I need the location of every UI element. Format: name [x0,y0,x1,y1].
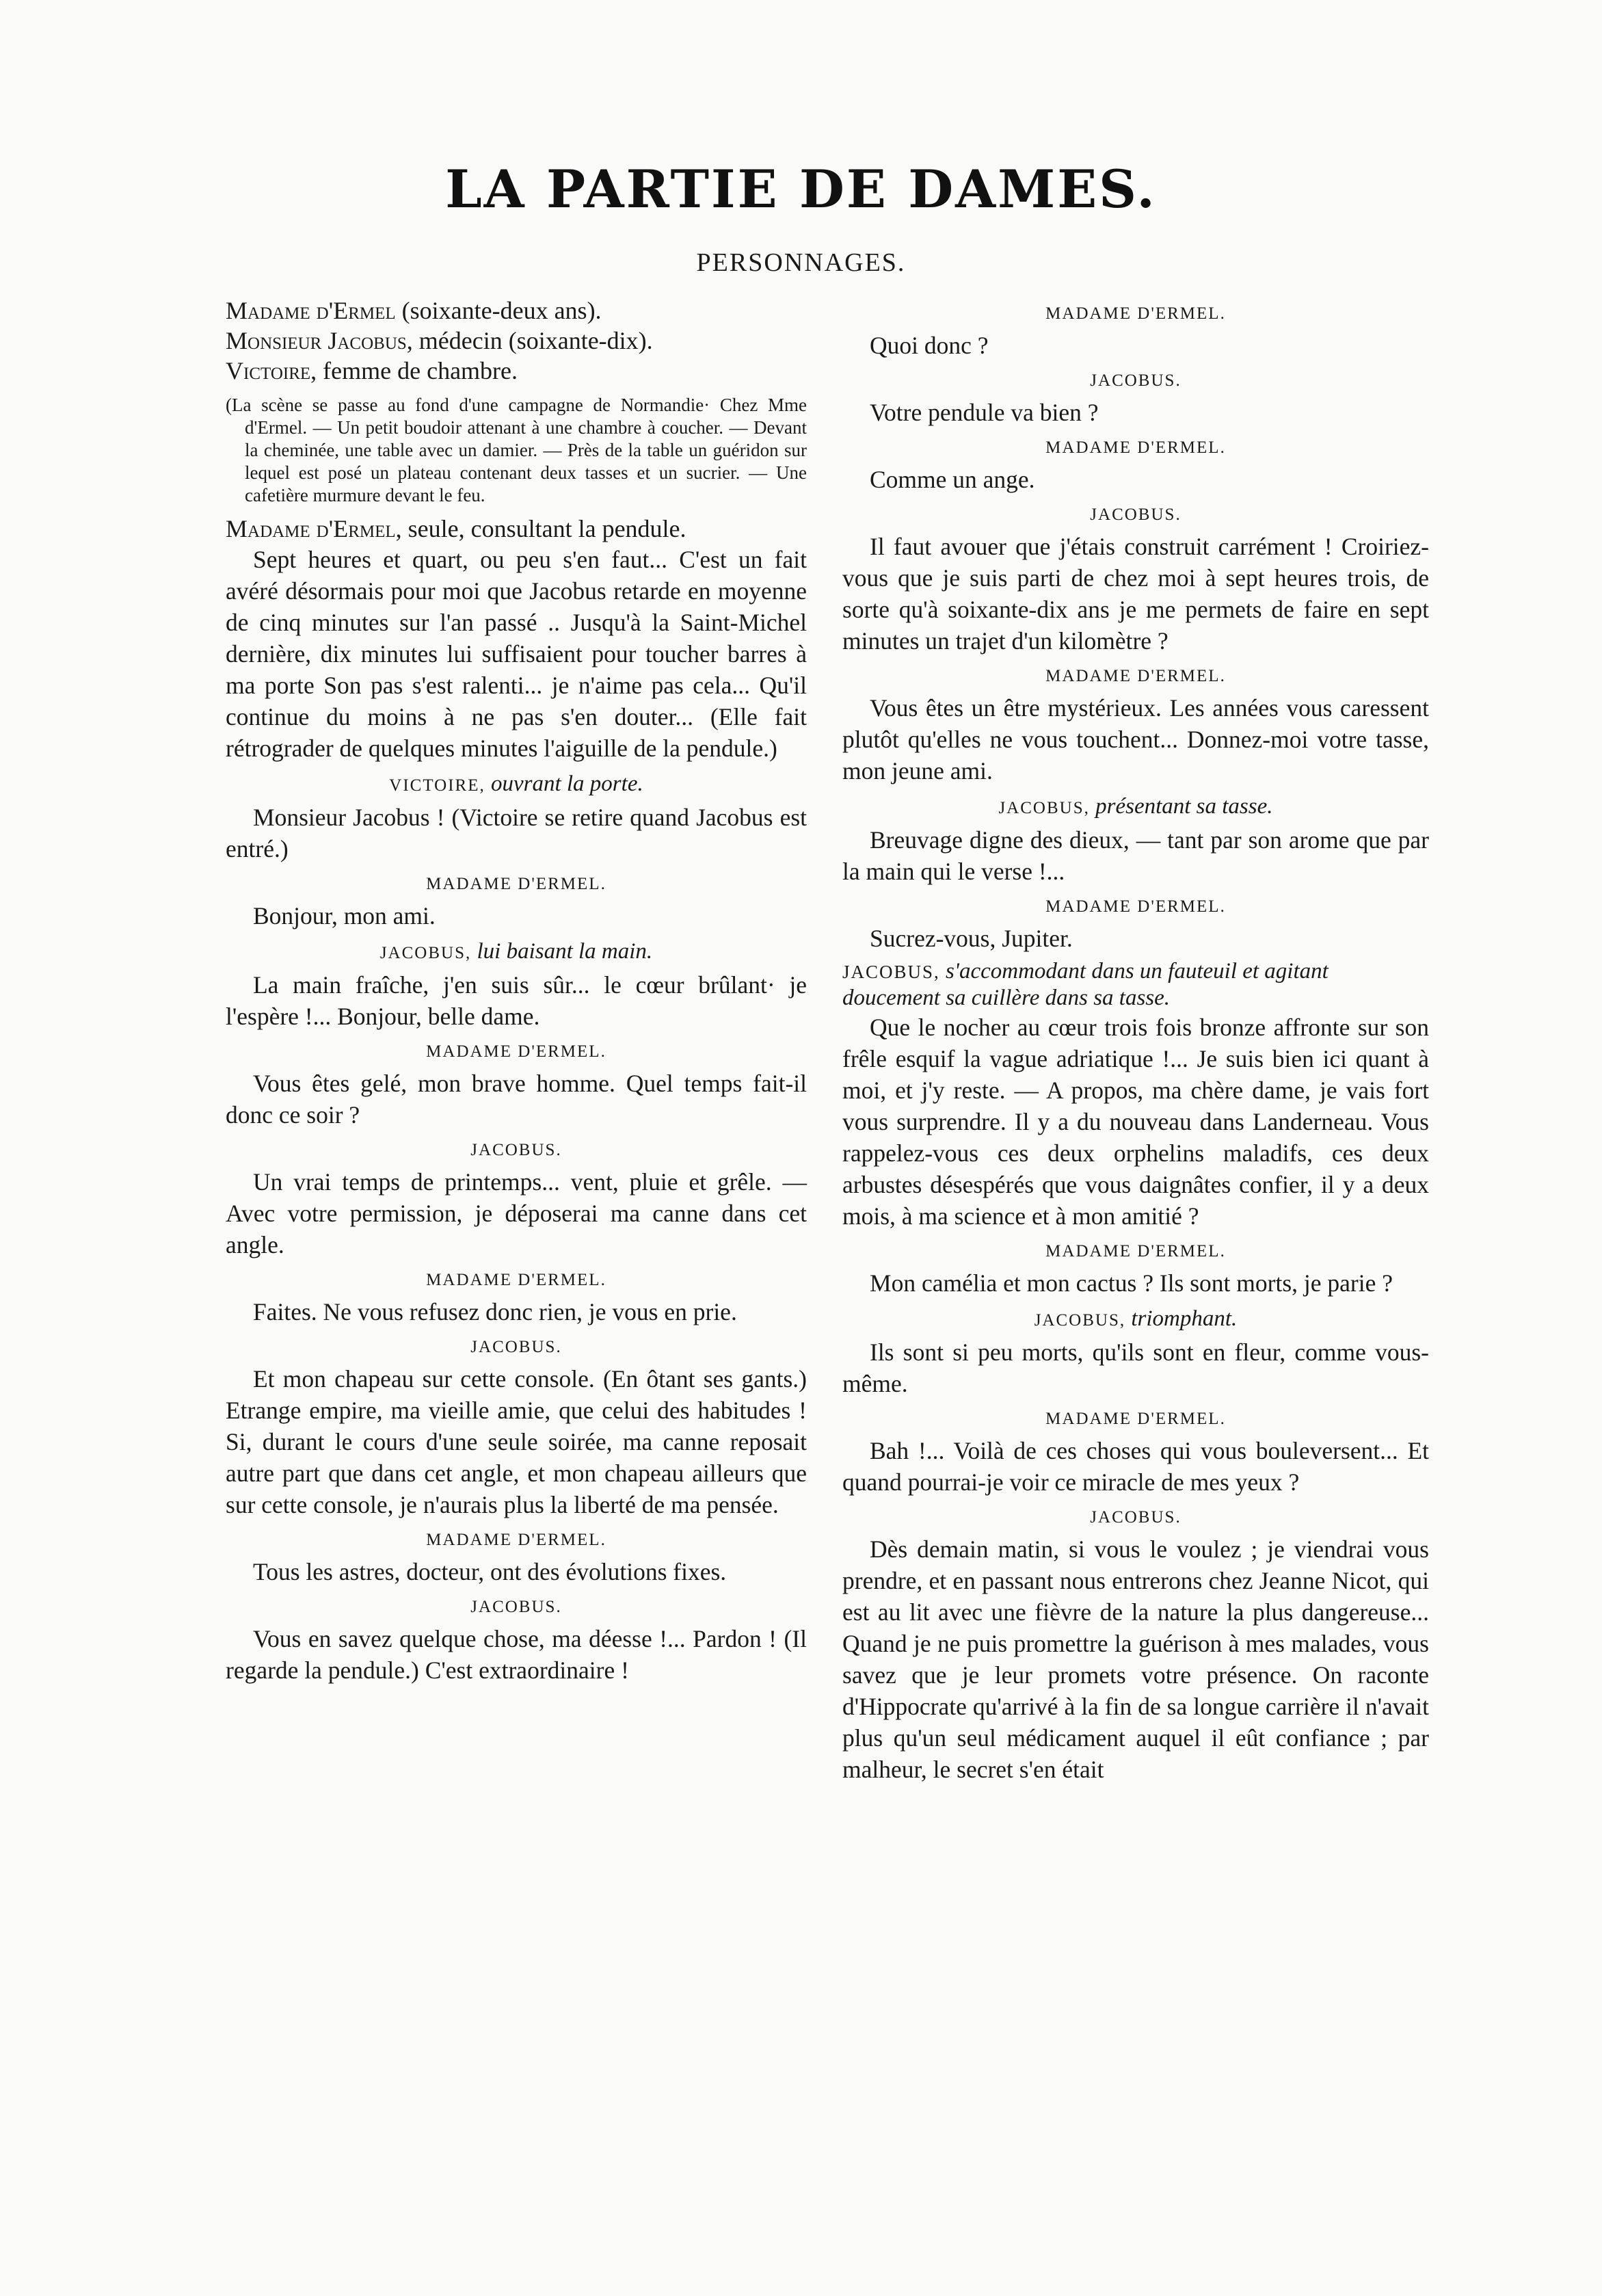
speaker-heading [842,894,1429,920]
speaker-name: JACOBUS. [470,1598,562,1616]
dialogue-line: Quoi donc ? [870,332,989,359]
dialogue-line: Sucrez-vous, Jupiter. [870,925,1073,952]
speaker-name: MADAME D'ERMEL. [1045,897,1226,916]
stage-direction: triomphant. [1125,1306,1238,1331]
dialogue-line: Bah !... Voilà de ces choses qui vous bouleversent... Et quand pourrai-je voir ce miracle de mes yeux ? [842,1437,1429,1496]
dialogue-line: Vous êtes un être mystérieux. Les années vous caressent plutôt qu'elles ne vous touchent... Donnez-moi votre tasse, mon jeune ami. [842,694,1429,784]
stage-setting: (La scène se passe au fond d'une campagne de Normandie· Chez Mme d'Ermel. — Un petit boudoir attenant à une chambre à coucher. — Devant la cheminée, une table avec un damier. — Près de la table un guéridon sur lequel est posé un plateau contenant deux tasses et un sucrier. — Une cafetière murmure devant le feu. [226,395,807,505]
cast-item [226,295,807,326]
speaker-heading [842,958,1429,1012]
speaker-heading [226,1527,807,1553]
stage-direction: ouvrant la porte. [485,771,643,796]
speaker-heading [842,301,1429,327]
speaker-heading [226,1039,807,1065]
cast-name: Monsieur Jacobus [226,327,407,354]
speaker-heading [226,938,807,966]
dialogue-line: Tous les astres, docteur, ont des évolutions fixes. [253,1558,727,1585]
dialogue-line: Bonjour, mon ami. [253,902,436,929]
left-column [226,295,807,1686]
dialogue-line: Sept heures et quart, ou peu s'en faut... C'est un fait avéré désormais pour moi que Jacobus retarde en moyenne de cinq minutes sur l'an passé .. Jusqu'à la Saint-Michel dernière, dix minutes lui suffisaient pour toucher barres à ma porte Son pas s'est ralenti... je n'aime pas cela... Qu'il continue du moins à ne pas s'en douter... (Elle fait rétrograder de quelques minutes l'aiguille de la pendule.) [226,546,807,762]
speaker-name: MADAME D'ERMEL. [1045,1410,1226,1428]
page-title: LA PARTIE DE DAMES. [445,159,1157,220]
speaker-heading [226,1267,807,1293]
cast-list [226,295,807,386]
speaker-name: MADAME D'ERMEL. [426,1042,606,1061]
dialogue-line: Et mon chapeau sur cette console. (En ôtant ses gants.) Etrange empire, ma vieille amie, que celui des habitudes ! Si, durant le cours d'une seule soirée, ma canne reposait autre part que dans cet angle, et mon chapeau ailleurs que sur cette console, je n'aurais plus la liberté de ma pensée. [226,1365,807,1518]
speaker-heading [226,771,807,799]
speaker-name: MADAME D'ERMEL. [1045,438,1226,457]
speaker-heading [842,502,1429,528]
speaker-name: JACOBUS, [842,962,940,982]
cast-name: Victoire [226,357,311,384]
speaker-name: MADAME D'ERMEL. [1045,304,1226,323]
speaker-name: Madame d'Ermel [226,515,396,542]
stage-direction: présentant sa tasse. [1089,794,1273,819]
stage-direction: lui baisant la main. [471,939,653,964]
dialogue-right [842,301,1429,1785]
speaker-name: MADAME D'ERMEL. [1045,1242,1226,1261]
speaker-heading [842,435,1429,461]
cast-desc: (soixante-deux ans). [395,297,602,324]
speaker-name: JACOBUS. [1090,371,1182,390]
dialogue-left [226,544,807,1686]
cast-desc: , médecin (soixante-dix). [406,327,653,354]
cast-item [226,326,807,356]
dialogue-line: La main fraîche, j'en suis sûr... le cœur brûlant· je l'espère !... Bonjour, belle dame. [226,971,807,1030]
speaker-heading [842,1505,1429,1531]
speaker-heading [842,793,1429,821]
dialogue-line: Monsieur Jacobus ! (Victoire se retire quand Jacobus est entré.) [226,804,807,862]
speaker-name: MADAME D'ERMEL. [426,875,606,893]
speaker-name: MADAME D'ERMEL. [1045,667,1226,685]
speaker-heading [842,663,1429,689]
speaker-name: VICTOIRE, [389,776,485,795]
speaker-heading [842,368,1429,394]
dialogue-line: Votre pendule va bien ? [870,399,1099,426]
right-column [842,294,1429,1785]
dialogue-line: Il faut avouer que j'étais construit carrément ! Croiriez-vous que je suis parti de chez moi à sept heures trois, de sorte qu'à soixante-dix ans je me permets de faire en sept minutes un trajet d'un kilomètre ? [842,533,1429,655]
speaker-heading [842,1239,1429,1265]
speaker-name: JACOBUS. [1090,1508,1182,1527]
dialogue-line: Dès demain matin, si vous le voulez ; je viendrai vous prendre, et en passant nous entrerons chez Jeanne Nicot, qui est au lit avec une fièvre de la nature la plus dangereuse... Quand je ne puis promettre la guérison à mes malades, vous savez que je leur promets votre présence. On raconte d'Hippocrate qu'arrivé à la fin de sa longue carrière il n'avait plus qu'un seul médicament auquel il eût confiance ; par malheur, le secret s'en était [842,1535,1429,1783]
dialogue-line: Un vrai temps de printemps... vent, pluie et grêle. — Avec votre permission, je déposerai ma canne dans cet angle. [226,1168,807,1258]
speaker-name: MADAME D'ERMEL. [426,1271,606,1289]
dialogue-line: Vous êtes gelé, mon brave homme. Quel temps fait-il donc ce soir ? [226,1070,807,1129]
dialogue-line: Breuvage digne des dieux, — tant par son arome que par la main qui le verse !... [842,826,1429,885]
cast-desc: , femme de chambre. [310,357,518,384]
direction: , seule, consultant la pendule. [395,515,686,542]
speaker-heading [226,871,807,897]
speaker-name: MADAME D'ERMEL. [426,1531,606,1549]
speaker-name: JACOBUS. [470,1338,562,1356]
speaker-heading [842,1306,1429,1334]
cast-name: Madame d'Ermel [226,297,396,324]
speaker-heading [226,1594,807,1620]
speaker-heading [226,1137,807,1163]
speaker-name: JACOBUS, [998,799,1090,817]
dialogue-line: Faites. Ne vous refusez donc rien, je vous en prie. [253,1298,737,1325]
speaker-name: JACOBUS. [470,1141,562,1159]
cast-item [226,356,807,386]
dialogue-line: Ils sont si peu morts, qu'ils sont en fleur, comme vous-même. [842,1338,1429,1397]
speaker-name: JACOBUS, [379,944,472,962]
dialogue-line: Comme un ange. [870,466,1035,493]
speaker-name: JACOBUS, [1034,1311,1126,1330]
dialogue-line: Mon camélia et mon cactus ? Ils sont morts, je parie ? [870,1269,1393,1297]
speaker-name: JACOBUS. [1090,505,1182,524]
opening-direction [226,514,807,544]
dialogue-line: Vous en savez quelque chose, ma déesse !... Pardon ! (Il regarde la pendule.) C'est extraordinaire ! [226,1625,807,1684]
stage-direction: s'accommodant dans un fauteuil et agitant doucement sa cuillère dans sa tasse. [842,959,1329,1010]
cast-heading: PERSONNAGES. [696,248,906,277]
speaker-heading [842,1406,1429,1432]
dialogue-line: Que le nocher au cœur trois fois bronze affronte sur son frêle esquif la vague adriatique !... Je suis bien ici quant à moi, et j'y reste. — A propos, ma chère dame, je vais fort vous surprendre. Il y a du nouveau dans Landerneau. Vous rappelez-vous ces deux orphelins maladifs, ces deux arbustes désespérés que vous daignâtes confier, il y a deux mois, à ma science et à mon amitié ? [842,1014,1429,1230]
speaker-heading [226,1334,807,1360]
